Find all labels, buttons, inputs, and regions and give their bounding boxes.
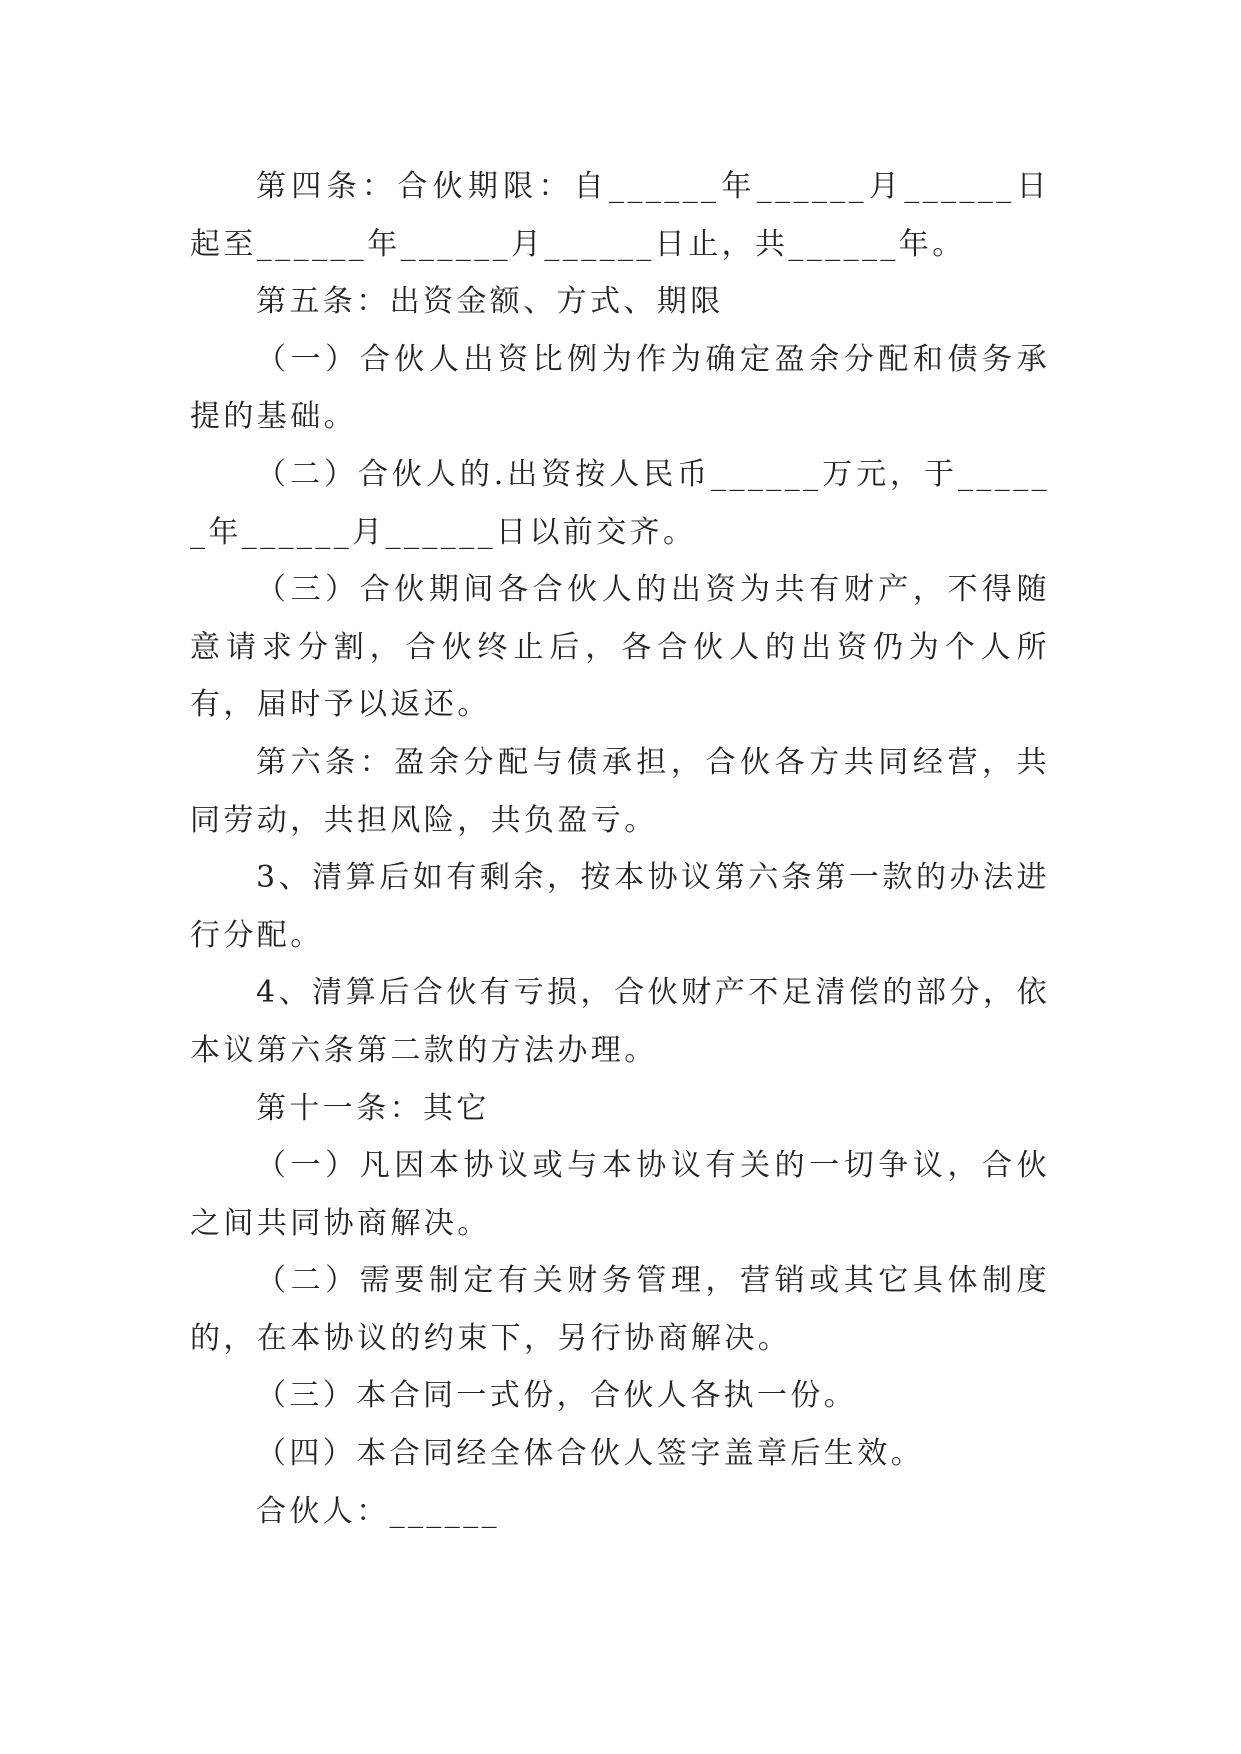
article-11-heading: 第十一条：其它 (256, 1090, 490, 1126)
article-11-clause-4: （四）本合同经全体合伙人签字盖章后生效。 (256, 1436, 924, 1472)
article-6-profit-loss: 第六条：盈余分配与债承担，合伙各方共同经营，共同劳动，共担风险，共负盈亏。 (190, 744, 1050, 838)
article-5-clause-1: （一）合伙人出资比例为作为确定盈余分配和债务承提的基础。 (190, 341, 1050, 435)
liquidation-item-4: 4、清算后合伙有亏损，合伙财产不足清偿的部分，依本议第六条第二款的方法办理。 (190, 975, 1050, 1068)
article-5-clause-3: （三）合伙期间各合伙人的出资为共有财产，不得随意请求分割，合伙终止后，各合伙人的出资仍为个人所有，届时予以返还。 (190, 572, 1050, 723)
liquidation-item-3: 3、清算后如有剩余，按本协议第六条第一款的办法进行分配。 (190, 860, 1050, 953)
article-5-clause-2: （二）合伙人的.出资按人民币______万元，于______年______月______日以前交齐。 (190, 456, 1050, 550)
article-11-clause-3: （三）本合同一式份，合伙人各执一份。 (256, 1378, 858, 1414)
article-11-clause-1: （一）凡因本协议或与本协议有关的一切争议，合伙之间共同协商解决。 (190, 1148, 1050, 1241)
article-5-heading: 第五条：出资金额、方式、期限 (256, 284, 724, 320)
article-4-term: 第四条：合伙期限：自______年______月______日起至______年______月______日止，共______年。 (190, 169, 1050, 262)
document-page (190, 158, 1050, 1540)
article-11-clause-2: （二）需要制定有关财务管理，营销或其它具体制度的，在本协议的约束下，另行协商解决。 (190, 1263, 1050, 1356)
partner-signature-line: 合伙人：______ (256, 1493, 500, 1529)
